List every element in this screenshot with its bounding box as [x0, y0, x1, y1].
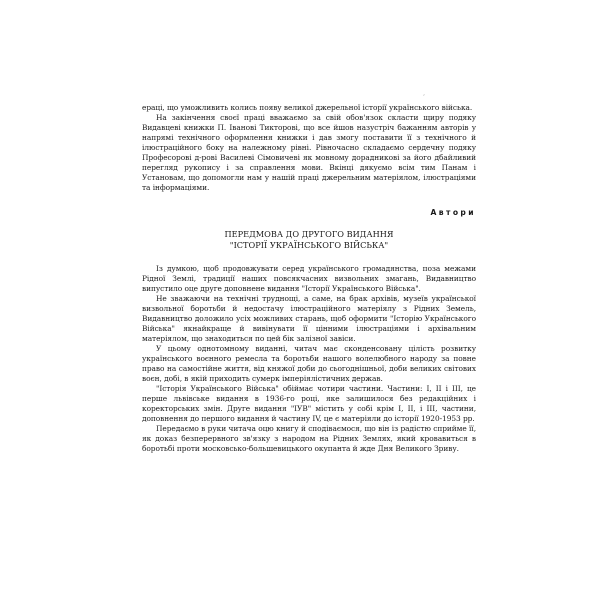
preface-paragraph-3: У цьому однотомному виданні, читач має сконденсовану цілість розвитку українського воєнного ремесла та боротьби нашого волелюбного народу за повне право на самостійне життя, від княжої доби до сьогоднішньої, доби великих світових воєн, добі, в якій приходить сумерк імперіялістичних держав.: [142, 344, 476, 383]
closing-paragraph-2: На закінчення своєї праці вважаємо за свій обов'язок скласти щиру подяку Видавцеві книжки П. Іванові Тикторові, що все йшов назустріч бажанням авторів у напрямі технічного оформлення книжки і дав змогу поставити її з технічного й ілюстраційного боку на належному рівні. Рівночасно складаємо сердечну подяку Професорові д-рові Василеві Сімовичеві як мовному дорадникові за його дбайливий перегляд рукопису і за справлення мови. Вкінці дякуємо всім тим Панам і Установам, що допомогли нам у нашій праці джерельним матеріялом, ілюстраціями та інформаціями.: [142, 113, 476, 192]
preface-paragraph-5: Передаємо в руки читача оцю книгу й сподіваємося, що він із радістю сприйме її, як доказ безперервного зв'язку з народом на Рідних Землях, який кровавиться в боротьбі проти московсько-большевицького окупанта й жде Дня Великого Зриву.: [142, 424, 476, 453]
margin-mark: ʼ: [423, 94, 425, 100]
preface-body: [142, 264, 476, 454]
preface-paragraph-2: Не зважаючи на технічні труднощі, а саме, на брак архівів, музеїв української визвольної боротьби й недостачу ілюстраційного матеріялу з Рідних Земель, Видавництво доложило усіх можливих старань, щоб оформити "Історію Українського Війська" якнайкраще й вивінувати її цінними ілюстраціями і архівальним матеріялом, що знаходиться по цей бік залізної завіси.: [142, 294, 476, 343]
signature: Автори: [430, 208, 476, 217]
preface-title-line-2: "ІСТОРІЇ УКРАЇНСЬКОГО ВІЙСЬКА": [229, 240, 389, 250]
preface-paragraph-1: Із думкою, щоб продовжувати серед українського громадянства, поза межами Рідної Землі, традиції наших повсякчасних визвольних змагань, Видавництво випустило оце друге доповнене видання "Історії Українського Війська".: [142, 264, 476, 293]
closing-section: [142, 103, 476, 193]
preface-paragraph-4: "Історія Українського Війська" обіймає чотири частини. Частини: І, ІІ і ІІІ, це перше львівське видання в 1936-го році, яке залишилося без редакційних і коректорських змін. Друге видання "ІУВ" містить у собі крім І, ІІ, і ІІІ, частини, доповнення до першого видання й частину IV, це є матеріяли до історії 1920-1953 рр.: [142, 384, 476, 423]
closing-paragraph-1: ераці, що уможливить колись появу великої джерельної історії українського війська.: [142, 103, 473, 112]
preface-title: [142, 229, 476, 251]
preface-title-line-1: ПЕРЕДМОВА ДО ДРУГОГО ВИДАННЯ: [224, 229, 394, 239]
